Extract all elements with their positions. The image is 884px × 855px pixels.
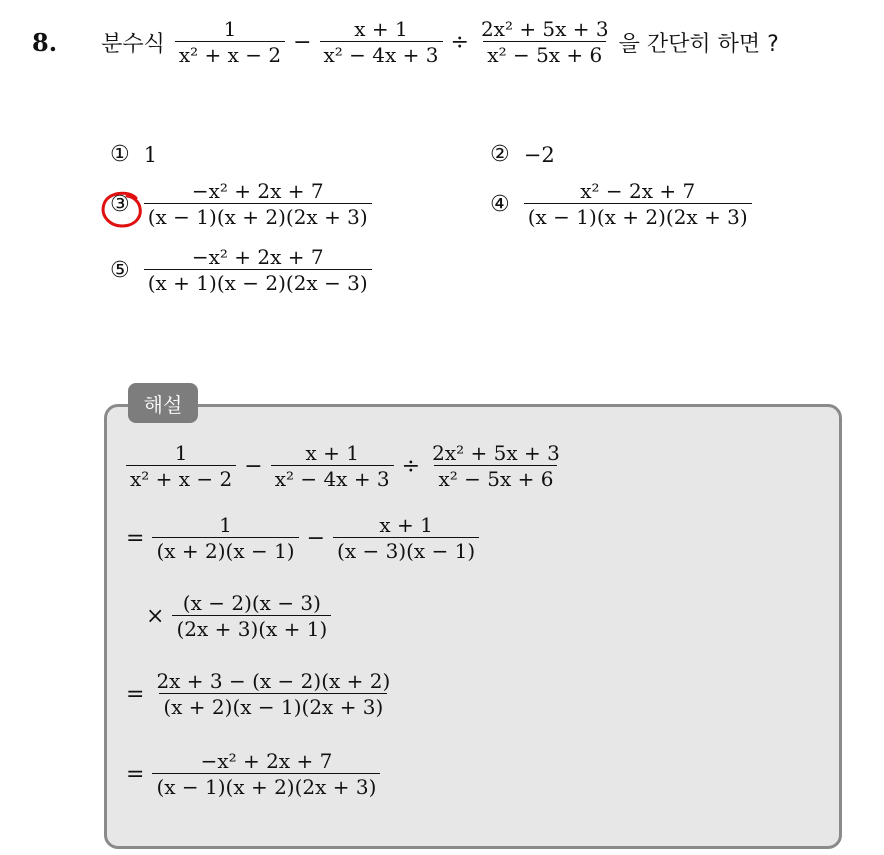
solution-line-2 [126,514,479,563]
option-1[interactable] [110,142,157,167]
option-fraction: $\frac{\text{−x² + 2x + 7}}{(x + 1)(x - 2)(2x - 3)}$ [144,246,372,295]
question-row [32,18,779,67]
minus-operator: − [306,526,326,551]
option-number: ① [110,142,130,167]
option-4[interactable] [490,180,752,229]
option-number: ③ [110,192,130,217]
solution-fraction: $\frac{(x - 2)(x - 3)}{(2x + 3)(x + 1)}$ [172,592,331,641]
minus-operator: − [244,454,263,479]
option-fraction: $\frac{\text{x² − 2x + 7}}{(x - 1)(x + 2)(2x + 3)}$ [524,180,752,229]
equals-sign: = [126,682,145,707]
option-number: ② [490,142,510,167]
solution-fraction: $\frac{1}{(x + 2)(x - 1)}$ [152,514,298,563]
solution-fraction: $\frac{1}{\text{x² + x − 2}}$ [126,442,236,491]
solution-fraction: $\frac{2x + 3 - (x - 2)(x + 2)}{(x + 2)(x - 1)(2x + 3)}$ [156,669,391,719]
option-number: ⑤ [110,258,130,283]
question-suffix: 을 간단히 하면 ? [618,32,779,57]
solution-fraction: $\frac{x + 1}{(x - 3)(x - 1)}$ [333,514,479,563]
divide-operator: ÷ [401,454,421,479]
question-prefix: 분수식 [101,32,165,57]
divide-operator: ÷ [450,30,469,55]
question-fraction-3: $\frac{\text{2x² + 5x + 3}}{\text{x² − 5x + 6}}$ [480,17,609,67]
option-number: ④ [490,192,510,217]
multiply-operator: × [146,604,165,629]
question-fraction-2: $\frac{x + 1}{\text{x² − 4x + 3}}$ [320,18,443,67]
option-5[interactable] [110,246,372,295]
solution-line-3 [146,592,331,641]
solution-fraction: $\frac{\text{2x² + 5x + 3}}{\text{x² − 5x + 6}}$ [432,441,560,491]
solution-line-5 [126,750,380,799]
option-2[interactable] [490,142,555,167]
option-text: −2 [523,142,555,167]
solution-fraction: $\frac{x + 1}{\text{x² − 4x + 3}}$ [271,442,394,491]
option-text: 1 [143,142,158,167]
minus-operator: − [293,30,312,55]
option-3[interactable] [110,180,372,229]
equals-sign: = [126,526,145,551]
solution-line-4 [126,670,394,719]
question-fraction-1: $\frac{1}{\text{x² + x − 2}}$ [175,18,285,67]
answer-circle-mark [100,190,144,230]
solution-tag: 해설 [128,383,198,423]
equals-sign: = [126,762,145,787]
solution-line-1 [126,442,564,491]
solution-fraction: $\frac{\text{−x² + 2x + 7}}{(x - 1)(x + 2)(2x + 3)}$ [152,750,380,799]
question-number: 8. [32,28,58,57]
option-fraction: $\frac{\text{−x² + 2x + 7}}{(x - 1)(x + 2)(2x + 3)}$ [144,180,372,229]
